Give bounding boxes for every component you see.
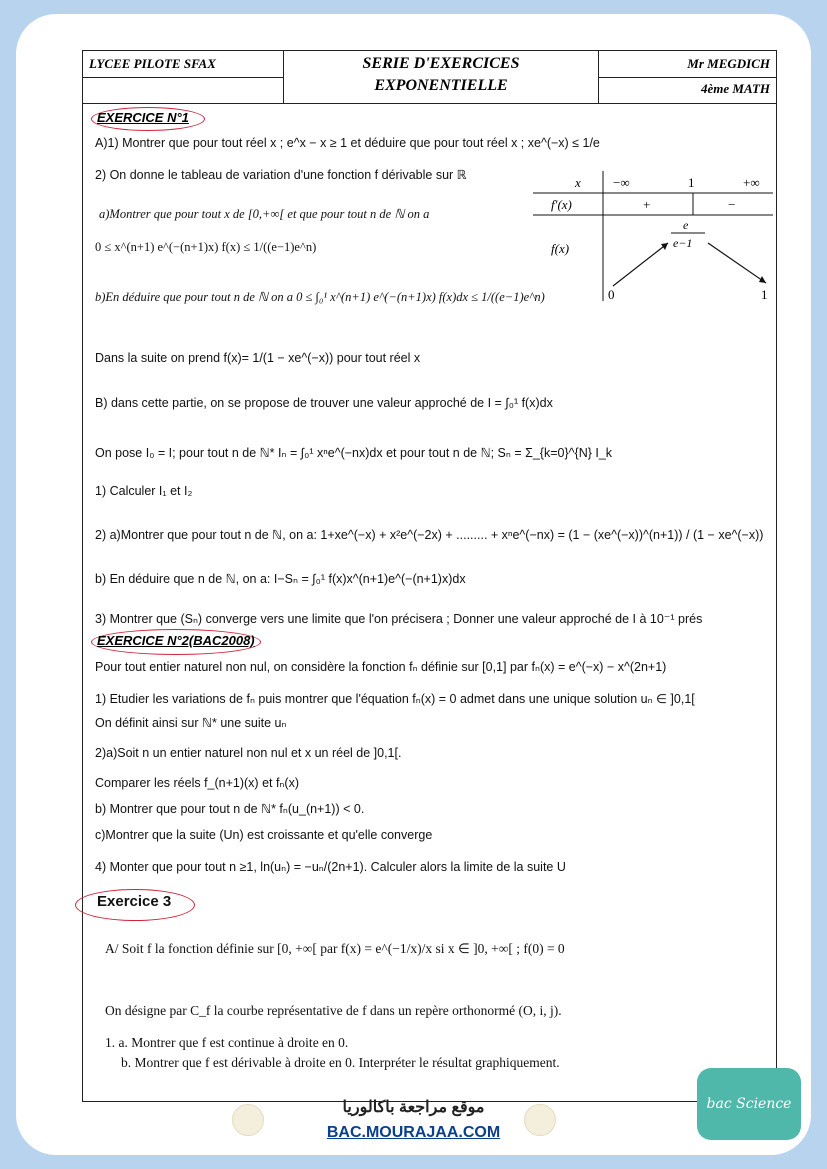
table-plus-inf: +∞: [743, 175, 760, 190]
series-title: SERIE D'EXERCICES: [362, 55, 520, 72]
ex1-definitions: On pose I₀ = I; pour tout n de ℕ* Iₙ = ∫₀¹ xⁿe^(−nx)dx et pour tout n de ℕ; Sₙ = Σ_{k=0}^{N} I_k: [95, 446, 613, 460]
table-increase-arrow: [613, 243, 668, 286]
table-max-den: e−1: [673, 236, 693, 250]
table-f-label: f(x): [551, 241, 570, 256]
table-left-limit: 0: [608, 287, 615, 302]
ex2-question-2a: 2)a)Soit n un entier naturel non nul et x un réel de ]0,1[.: [95, 746, 402, 760]
ex1-question-2a: 2) a)Montrer que pour tout n de ℕ, on a: 1+xe^(−x) + x²e^(−2x) + ......... + xⁿe^(−nx) = (1 − (xe^(−x))^(n+1)) / (1 − xe^(−x)): [95, 528, 764, 542]
ex2-question-4: 4) Monter que pour tout n ≥1, ln(uₙ) = −uₙ/(2n+1). Calculer alors la limite de la suite U: [95, 860, 566, 874]
ex2-question-1b: On définit ainsi sur ℕ* une suite uₙ: [95, 716, 287, 730]
ex2-question-2b: b) Montrer que pour tout n de ℕ* fₙ(u_(n+1)) < 0.: [95, 802, 365, 816]
header-left-cell: [83, 51, 284, 103]
ex1-suite: Dans la suite on prend f(x)= 1/(1 − xe^(−x)) pour tout réel x: [95, 351, 421, 365]
ex1-question-2b: b) En déduire que n de ℕ, on a: I−Sₙ = ∫₀¹ f(x)x^(n+1)e^(−(n+1)x)dx: [95, 572, 466, 586]
table-x-label: x: [575, 175, 581, 190]
table-one: 1: [688, 175, 695, 190]
ex1-question-a1: A)1) Montrer que pour tout réel x ; e^x − x ≥ 1 et déduire que pour tout réel x ; xe^(−x) ≤ 1/e: [95, 136, 600, 150]
ex2-question-2a-compare: Comparer les réels f_(n+1)(x) et fₙ(x): [95, 776, 299, 790]
exercise-2-title: EXERCICE N°2(BAC2008): [97, 633, 255, 648]
page-frame: [16, 14, 811, 1155]
ex3-question-1b: b. Montrer que f est dérivable à droite en 0. Interpréter le résultat graphiquement.: [121, 1055, 560, 1070]
exercise-1-title: EXERCICE N°1: [97, 110, 189, 125]
class-level: 4ème MATH: [701, 81, 770, 96]
header-right-cell: [598, 51, 776, 103]
table-minus-inf: −∞: [613, 175, 630, 190]
footer-arabic-title: موقع مراجعة باكالوريا: [342, 1099, 485, 1116]
ex2-question-1: 1) Etudier les variations de fₙ puis montrer que l'équation fₙ(x) = 0 admet dans une unique solution uₙ ∈ ]0,1[: [95, 692, 695, 706]
ex1-question-2: 2) On donne le tableau de variation d'une fonction f dérivable sur ℝ: [95, 168, 467, 182]
ex1-question-b: b)En déduire que pour tout n de ℕ on a 0 ≤ ∫₀¹ x^(n+1) e^(−(n+1)x) f(x)dx ≤ 1/((e−1)e^n): [95, 290, 545, 304]
series-subtitle: EXPONENTIELLE: [374, 77, 508, 94]
ex2-question-2c: c)Montrer que la suite (Un) est croissante et qu'elle converge: [95, 828, 433, 842]
ex3-part-a: A/ Soit f la fonction définie sur [0, +∞[ par f(x) = e^(−1/x)/x si x ∈ ]0, +∞[ ; f(0) = 0: [105, 941, 565, 956]
teacher-name: Mr MEGDICH: [687, 56, 770, 71]
bac-science-logo: bac Science: [697, 1068, 801, 1140]
footer-site-link[interactable]: BAC.MOURAJAA.COM: [326, 1124, 501, 1141]
header-table: [83, 51, 776, 104]
exercise-3-title: Exercice 3: [97, 893, 172, 910]
table-minus-sign: −: [728, 197, 736, 212]
table-right-limit: 1: [761, 287, 768, 302]
ex1-part-b: B) dans cette partie, on se propose de trouver une valeur approché de I = ∫₀¹ f(x)dx: [95, 396, 553, 410]
document-page: [82, 50, 777, 1102]
table-max-num: e: [683, 218, 689, 232]
table-fprime-label: f′(x): [551, 197, 572, 212]
table-plus-sign: +: [643, 197, 651, 212]
ex2-intro: Pour tout entier naturel non nul, on considère la fonction fₙ définie sur [0,1] par fₙ(x) = e^(−x) − x^(2n+1): [95, 660, 667, 674]
school-name: LYCEE PILOTE SFAX: [89, 56, 216, 71]
ex1-question-a: a)Montrer que pour tout x de [0,+∞[ et que pour tout n de ℕ on a: [99, 207, 430, 221]
ex3-question-1a: 1. a. Montrer que f est continue à droite en 0.: [105, 1035, 349, 1050]
ex1-question-3: 3) Montrer que (Sₙ) converge vers une limite que l'on précisera ; Donner une valeur approché de I à 10⁻¹ prés: [95, 612, 703, 626]
ex1-question-1: 1) Calculer I₁ et I₂: [95, 484, 193, 498]
ex1-question-a-inequality: 0 ≤ x^(n+1) e^(−(n+1)x) f(x) ≤ 1/((e−1)e^n): [95, 240, 317, 254]
table-decrease-arrow: [708, 243, 766, 283]
variation-table: [533, 171, 773, 306]
ex3-cf: On désigne par C_f la courbe représentative de f dans un repère orthonormé (O, i, j).: [105, 1003, 562, 1018]
